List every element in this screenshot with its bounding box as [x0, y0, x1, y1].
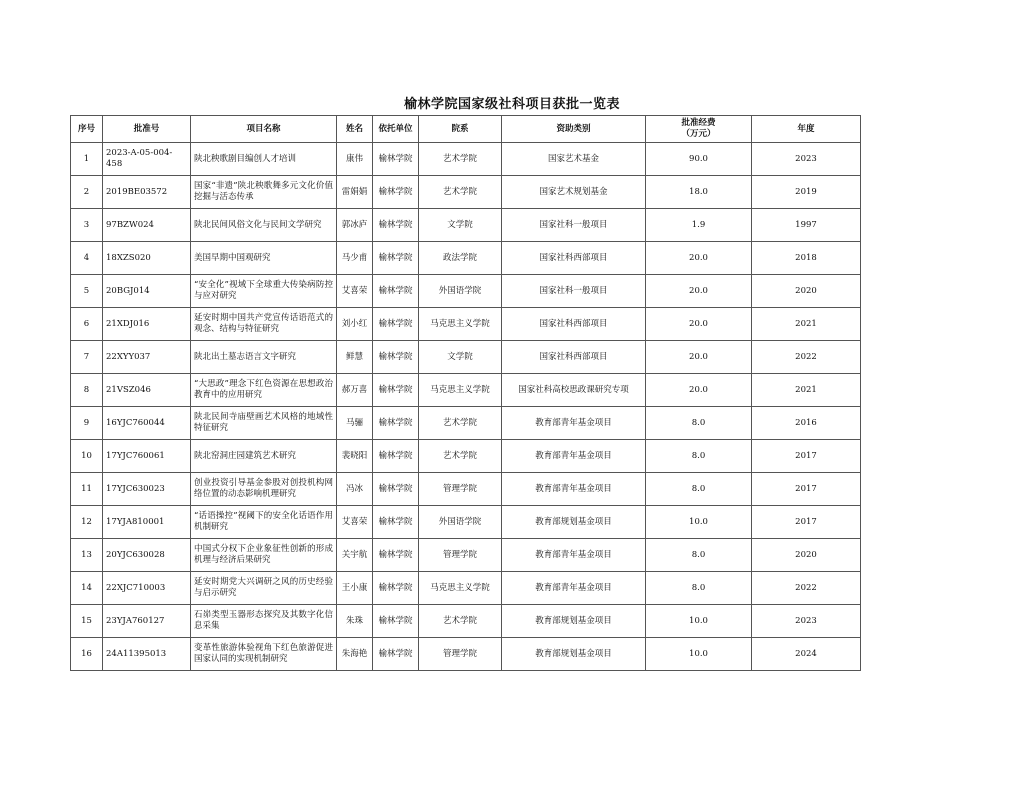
- header-project-name: 项目名称: [191, 116, 337, 143]
- table-row: [71, 275, 861, 308]
- cell-funds: 20.0: [646, 275, 752, 308]
- cell-person: 裴晓阳: [337, 440, 373, 473]
- cell-seq: 10: [71, 440, 103, 473]
- cell-person: 马骊: [337, 407, 373, 440]
- cell-project-name: “话语操控”视阈下的安全化话语作用机制研究: [191, 506, 337, 539]
- cell-funding-type: 教育部青年基金项目: [502, 473, 646, 506]
- cell-college: 艺术学院: [419, 407, 502, 440]
- cell-project-name: 中国式分权下企业象征性创新的形成机理与经济后果研究: [191, 539, 337, 572]
- cell-funding-type: 教育部青年基金项目: [502, 440, 646, 473]
- header-person: 姓名: [337, 116, 373, 143]
- cell-person: 刘小红: [337, 308, 373, 341]
- cell-year: 2017: [752, 506, 861, 539]
- cell-year: 2020: [752, 539, 861, 572]
- table-row: [71, 374, 861, 407]
- table-row: [71, 506, 861, 539]
- cell-person: 王小康: [337, 572, 373, 605]
- header-year: 年度: [752, 116, 861, 143]
- cell-unit: 榆林学院: [373, 440, 419, 473]
- cell-unit: 榆林学院: [373, 407, 419, 440]
- cell-project-name: 延安时期中国共产党宣传话语范式的观念、结构与特征研究: [191, 308, 337, 341]
- cell-year: 2021: [752, 374, 861, 407]
- cell-college: 马克思主义学院: [419, 572, 502, 605]
- cell-seq: 13: [71, 539, 103, 572]
- header-funding-type: 资助类别: [502, 116, 646, 143]
- cell-college: 外国语学院: [419, 275, 502, 308]
- header-funds-line2: （万元）: [681, 129, 716, 139]
- table-row: [71, 176, 861, 209]
- cell-funds: 20.0: [646, 308, 752, 341]
- cell-funding-type: 教育部青年基金项目: [502, 572, 646, 605]
- cell-funding-type: 教育部青年基金项目: [502, 407, 646, 440]
- cell-approval-no: 20BGJ014: [103, 275, 191, 308]
- cell-seq: 2: [71, 176, 103, 209]
- cell-funds: 10.0: [646, 506, 752, 539]
- cell-funding-type: 国家社科高校思政课研究专项: [502, 374, 646, 407]
- cell-funding-type: 国家艺术规划基金: [502, 176, 646, 209]
- cell-unit: 榆林学院: [373, 143, 419, 176]
- cell-unit: 榆林学院: [373, 572, 419, 605]
- cell-funds: 8.0: [646, 440, 752, 473]
- cell-unit: 榆林学院: [373, 242, 419, 275]
- cell-unit: 榆林学院: [373, 605, 419, 638]
- cell-seq: 1: [71, 143, 103, 176]
- cell-year: 1997: [752, 209, 861, 242]
- cell-approval-no: 18XZS020: [103, 242, 191, 275]
- cell-project-name: 陕北民间风俗文化与民间文学研究: [191, 209, 337, 242]
- cell-project-name: “安全化”视域下全球重大传染病防控与应对研究: [191, 275, 337, 308]
- cell-college: 外国语学院: [419, 506, 502, 539]
- cell-project-name: 陕北秧歌剧目编创人才培训: [191, 143, 337, 176]
- cell-project-name: “大思政”理念下红色资源在思想政治教育中的应用研究: [191, 374, 337, 407]
- cell-unit: 榆林学院: [373, 506, 419, 539]
- cell-seq: 15: [71, 605, 103, 638]
- cell-year: 2019: [752, 176, 861, 209]
- cell-college: 艺术学院: [419, 605, 502, 638]
- cell-project-name: 陕北窑洞庄园建筑艺术研究: [191, 440, 337, 473]
- cell-person: 艾喜荣: [337, 275, 373, 308]
- cell-project-name: 陕北民间寺庙壁画艺术风格的地域性特征研究: [191, 407, 337, 440]
- cell-project-name: 创业投资引导基金参股对创投机构网络位置的动态影响机理研究: [191, 473, 337, 506]
- cell-approval-no: 17YJC760061: [103, 440, 191, 473]
- cell-unit: 榆林学院: [373, 539, 419, 572]
- cell-approval-no: 21VSZ046: [103, 374, 191, 407]
- cell-year: 2018: [752, 242, 861, 275]
- table-row: [71, 308, 861, 341]
- cell-person: 冯冰: [337, 473, 373, 506]
- cell-approval-no: 24A11395013: [103, 638, 191, 671]
- cell-person: 艾喜荣: [337, 506, 373, 539]
- table-row: [71, 407, 861, 440]
- cell-person: 郝万喜: [337, 374, 373, 407]
- cell-funding-type: 国家艺术基金: [502, 143, 646, 176]
- cell-person: 马少甫: [337, 242, 373, 275]
- cell-college: 艺术学院: [419, 440, 502, 473]
- cell-year: 2021: [752, 308, 861, 341]
- cell-approval-no: 2023-A-05-004-458: [103, 143, 191, 176]
- cell-person: 关宇航: [337, 539, 373, 572]
- cell-year: 2023: [752, 143, 861, 176]
- cell-approval-no: 23YJA760127: [103, 605, 191, 638]
- cell-college: 马克思主义学院: [419, 374, 502, 407]
- table-header-row: [71, 116, 861, 143]
- cell-funding-type: 教育部规划基金项目: [502, 506, 646, 539]
- cell-seq: 7: [71, 341, 103, 374]
- cell-college: 马克思主义学院: [419, 308, 502, 341]
- cell-approval-no: 22XJC710003: [103, 572, 191, 605]
- cell-approval-no: 20YJC630028: [103, 539, 191, 572]
- cell-seq: 14: [71, 572, 103, 605]
- cell-funds: 90.0: [646, 143, 752, 176]
- cell-person: 朱珠: [337, 605, 373, 638]
- cell-approval-no: 17YJC630023: [103, 473, 191, 506]
- cell-approval-no: 2019BE03572: [103, 176, 191, 209]
- table-row: [71, 440, 861, 473]
- cell-college: 政法学院: [419, 242, 502, 275]
- cell-year: 2022: [752, 572, 861, 605]
- cell-approval-no: 16YJC760044: [103, 407, 191, 440]
- cell-seq: 12: [71, 506, 103, 539]
- cell-funds: 8.0: [646, 572, 752, 605]
- header-funds-line1: 批准经费: [681, 118, 716, 128]
- cell-approval-no: 21XDJ016: [103, 308, 191, 341]
- cell-person: 康伟: [337, 143, 373, 176]
- cell-seq: 3: [71, 209, 103, 242]
- cell-college: 管理学院: [419, 473, 502, 506]
- cell-funding-type: 教育部青年基金项目: [502, 539, 646, 572]
- cell-seq: 9: [71, 407, 103, 440]
- cell-funds: 10.0: [646, 638, 752, 671]
- cell-college: 文学院: [419, 209, 502, 242]
- table-row: [71, 341, 861, 374]
- cell-funding-type: 国家社科西部项目: [502, 341, 646, 374]
- cell-year: 2017: [752, 473, 861, 506]
- cell-seq: 6: [71, 308, 103, 341]
- cell-year: 2023: [752, 605, 861, 638]
- cell-funds: 20.0: [646, 341, 752, 374]
- cell-funds: 18.0: [646, 176, 752, 209]
- table-body: [71, 143, 861, 671]
- cell-year: 2020: [752, 275, 861, 308]
- cell-unit: 榆林学院: [373, 308, 419, 341]
- cell-person: 朱海艳: [337, 638, 373, 671]
- cell-year: 2016: [752, 407, 861, 440]
- cell-approval-no: 17YJA810001: [103, 506, 191, 539]
- cell-unit: 榆林学院: [373, 341, 419, 374]
- cell-project-name: 变革性旅游体验视角下红色旅游促进国家认同的实现机制研究: [191, 638, 337, 671]
- cell-project-name: 陕北出土墓志语言文字研究: [191, 341, 337, 374]
- cell-college: 艺术学院: [419, 143, 502, 176]
- cell-unit: 榆林学院: [373, 209, 419, 242]
- cell-year: 2017: [752, 440, 861, 473]
- cell-funds: 20.0: [646, 242, 752, 275]
- cell-person: 鲜慧: [337, 341, 373, 374]
- cell-project-name: 美国早期中国观研究: [191, 242, 337, 275]
- cell-person: 郭冰庐: [337, 209, 373, 242]
- cell-unit: 榆林学院: [373, 374, 419, 407]
- cell-unit: 榆林学院: [373, 473, 419, 506]
- table-row: [71, 473, 861, 506]
- cell-unit: 榆林学院: [373, 275, 419, 308]
- cell-college: 管理学院: [419, 539, 502, 572]
- cell-funds: 8.0: [646, 407, 752, 440]
- header-unit: 依托单位: [373, 116, 419, 143]
- cell-funding-type: 国家社科西部项目: [502, 242, 646, 275]
- cell-funds: 8.0: [646, 539, 752, 572]
- table-row: [71, 539, 861, 572]
- cell-college: 艺术学院: [419, 176, 502, 209]
- cell-year: 2024: [752, 638, 861, 671]
- cell-unit: 榆林学院: [373, 176, 419, 209]
- cell-year: 2022: [752, 341, 861, 374]
- cell-seq: 5: [71, 275, 103, 308]
- cell-seq: 8: [71, 374, 103, 407]
- table-row: [71, 242, 861, 275]
- cell-funding-type: 教育部规划基金项目: [502, 638, 646, 671]
- cell-funding-type: 国家社科一般项目: [502, 209, 646, 242]
- cell-unit: 榆林学院: [373, 638, 419, 671]
- projects-table: [70, 115, 861, 671]
- cell-approval-no: 22XYY037: [103, 341, 191, 374]
- cell-approval-no: 97BZW024: [103, 209, 191, 242]
- header-seq: 序号: [71, 116, 103, 143]
- cell-seq: 16: [71, 638, 103, 671]
- table-row: [71, 572, 861, 605]
- cell-seq: 11: [71, 473, 103, 506]
- table-row: [71, 209, 861, 242]
- header-funds: [646, 116, 752, 143]
- page-title: 榆林学院国家级社科项目获批一览表: [403, 97, 620, 112]
- cell-college: 管理学院: [419, 638, 502, 671]
- header-approval-no: 批准号: [103, 116, 191, 143]
- table-row: [71, 638, 861, 671]
- header-college: 院系: [419, 116, 502, 143]
- cell-funds: 1.9: [646, 209, 752, 242]
- cell-college: 文学院: [419, 341, 502, 374]
- cell-funds: 10.0: [646, 605, 752, 638]
- table-row: [71, 143, 861, 176]
- cell-funding-type: 国家社科西部项目: [502, 308, 646, 341]
- cell-person: 雷娟娟: [337, 176, 373, 209]
- cell-funding-type: 国家社科一般项目: [502, 275, 646, 308]
- table-row: [71, 605, 861, 638]
- cell-project-name: 石峁类型玉器形态探究及其数字化信息采集: [191, 605, 337, 638]
- cell-seq: 4: [71, 242, 103, 275]
- cell-funds: 8.0: [646, 473, 752, 506]
- cell-project-name: 国家“非遗”陕北秧歌舞多元文化价值挖掘与活态传承: [191, 176, 337, 209]
- cell-project-name: 延安时期党大兴调研之风的历史经验与启示研究: [191, 572, 337, 605]
- cell-funds: 20.0: [646, 374, 752, 407]
- cell-funding-type: 教育部规划基金项目: [502, 605, 646, 638]
